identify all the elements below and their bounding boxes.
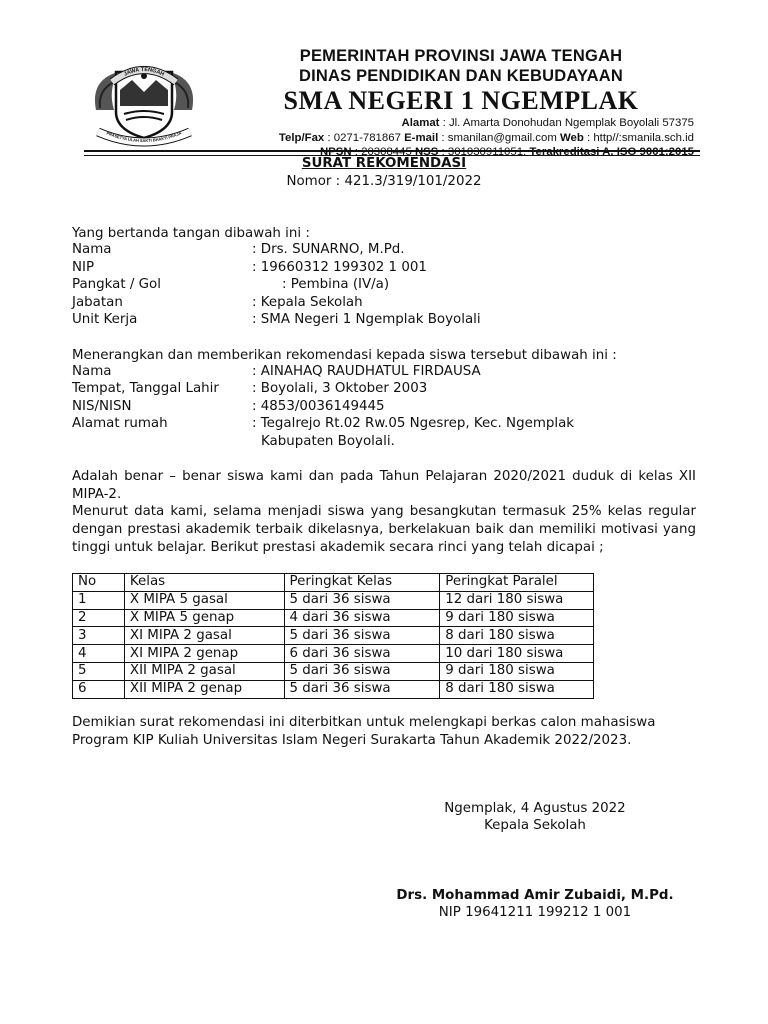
- signature-position: Kepala Sekolah: [484, 818, 586, 833]
- field-value: : Pembina (IV/a): [282, 277, 390, 292]
- letter-title: SURAT REKOMENDASI: [301, 156, 467, 171]
- letterhead-divider-thick: [84, 150, 700, 152]
- signer-field-unit: [72, 312, 696, 330]
- table-cell: 5: [73, 662, 125, 680]
- field-label: NIP: [72, 260, 95, 275]
- student-field-address: [72, 416, 696, 434]
- letterhead-text: [216, 46, 706, 160]
- field-value: : Boyolali, 3 Oktober 2003: [252, 381, 428, 396]
- table-cell: 4 dari 36 siswa: [284, 609, 440, 627]
- signer-field-rank: [72, 277, 696, 295]
- field-value: : 19660312 199302 1 001: [252, 260, 427, 275]
- field-label: Unit Kerja: [72, 312, 138, 327]
- email-value: : smanilan@gmail.com: [438, 131, 560, 144]
- student-address-continuation: [72, 434, 696, 452]
- table-cell: 8 dari 180 siswa: [440, 627, 594, 645]
- table-cell: 9 dari 180 siswa: [440, 609, 594, 627]
- field-label: Jabatan: [72, 295, 123, 310]
- table-cell: 12 dari 180 siswa: [440, 591, 594, 609]
- field-label: Pangkat / Gol: [72, 277, 161, 292]
- field-value: : AINAHAQ RAUDHATUL FIRDAUSA: [252, 364, 481, 379]
- signature-place-date: Ngemplak, 4 Agustus 2022: [444, 801, 626, 816]
- table-cell: XII MIPA 2 gasal: [124, 662, 284, 680]
- npsn-value: : 20308445: [351, 146, 415, 158]
- table-cell: 5 dari 36 siswa: [284, 591, 440, 609]
- field-value: : Kepala Sekolah: [252, 295, 363, 310]
- table-cell: XII MIPA 2 genap: [124, 680, 284, 698]
- accreditation: Terakreditasi A. ISO 9001:2015: [529, 146, 694, 158]
- email-label: E-mail: [404, 131, 439, 144]
- field-value: : SMA Negeri 1 Ngemplak Boyolali: [252, 312, 481, 327]
- field-label: Alamat rumah: [72, 416, 168, 431]
- logo-text-top: JAWA TENGAH: [122, 66, 165, 78]
- nss-value: : 301030911051.: [438, 146, 530, 158]
- jawa-tengah-emblem-icon: [88, 50, 200, 150]
- signer-field-name: [72, 242, 696, 260]
- field-value: : Tegalrejo Rt.02 Rw.05 Ngesrep, Kec. Ngemplak: [252, 416, 575, 431]
- letterhead-school-name: SMA NEGERI 1 NGEMPLAK: [283, 86, 639, 115]
- web-label: Web: [559, 131, 584, 144]
- field-label: Nama: [72, 242, 112, 257]
- nss-label: NSS: [414, 146, 439, 158]
- letterhead-address: [216, 116, 706, 131]
- table-row: [73, 662, 594, 680]
- table-row: [73, 680, 594, 698]
- field-label: Tempat, Tanggal Lahir: [72, 381, 219, 396]
- table-cell: 5 dari 36 siswa: [284, 627, 440, 645]
- letterhead: [84, 46, 700, 158]
- student-intro: Menerangkan dan memberikan rekomendasi kepada siswa tersebut dibawah ini :: [72, 348, 617, 363]
- table-header: Peringkat Kelas: [284, 574, 440, 592]
- field-value: : 4853/0036149445: [252, 399, 385, 414]
- web-value: : http//:smanila.sch.id: [583, 131, 694, 144]
- signature-name: Drs. Mohammad Amir Zubaidi, M.Pd.: [396, 888, 674, 903]
- field-value: : Drs. SUNARNO, M.Pd.: [252, 242, 405, 257]
- body-paragraph-1: Adalah benar – benar siswa kami dan pada Tahun Pelajaran 2020/2021 duduk di kelas XII MIPA-2.: [72, 469, 696, 502]
- field-value: Kabupaten Boyolali.: [261, 434, 395, 449]
- body-paragraph-2: Menurut data kami, selama menjadi siswa yang besangkutan termasuk 25% kelas regular dengan prestasi akademik terbaik dikelasnya, berkelakuan baik dan memiliki motivasi yang tinggi untuk belajar. Berikut prestasi akademik secara rinci yang telah dicapai ;: [72, 504, 696, 555]
- letterhead-government: PEMERINTAH PROVINSI JAWA TENGAH: [299, 47, 623, 65]
- logo-text-bottom: PRASETYA ULAH SAKTI BHAKTI PRAJA: [105, 130, 183, 144]
- letterhead-contact: [216, 131, 706, 146]
- table-cell: 6: [73, 680, 125, 698]
- field-label: Nama: [72, 364, 112, 379]
- table-cell: 1: [73, 591, 125, 609]
- telfax-label: Telp/Fax: [278, 131, 325, 144]
- student-field-birth: [72, 381, 696, 399]
- npsn-label: NPSN: [319, 146, 352, 158]
- student-field-nis: [72, 399, 696, 417]
- table-header: No: [73, 574, 125, 592]
- table-cell: 8 dari 180 siswa: [440, 680, 594, 698]
- table-cell: 3: [73, 627, 125, 645]
- table-row: [73, 591, 594, 609]
- signer-intro: Yang bertanda tangan dibawah ini :: [72, 226, 310, 241]
- table-cell: XI MIPA 2 gasal: [124, 627, 284, 645]
- table-header: Kelas: [124, 574, 284, 592]
- signature-nip: NIP 19641211 199212 1 001: [438, 905, 632, 920]
- table-row: [73, 645, 594, 663]
- table-row: [73, 627, 594, 645]
- table-cell: 5 dari 36 siswa: [284, 662, 440, 680]
- table-cell: 10 dari 180 siswa: [440, 645, 594, 663]
- letterhead-department: DINAS PENDIDIKAN DAN KEBUDAYAAN: [298, 67, 624, 85]
- table-cell: 5 dari 36 siswa: [284, 680, 440, 698]
- signer-field-nip: [72, 260, 696, 278]
- closing-paragraph: Demikian surat rekomendasi ini diterbitkan untuk melengkapi berkas calon mahasiswa Program KIP Kuliah Universitas Islam Negeri Surakarta Tahun Akademik 2022/2023.: [72, 715, 656, 748]
- table-header-row: [73, 574, 594, 592]
- address-value: : Jl. Amarta Donohudan Ngemplak Boyolali 57375: [439, 117, 694, 129]
- address-label: Alamat: [401, 117, 440, 129]
- letter-number: Nomor : 421.3/319/101/2022: [286, 174, 482, 189]
- table-cell: 2: [73, 609, 125, 627]
- table-cell: X MIPA 5 gasal: [124, 591, 284, 609]
- table-cell: XI MIPA 2 genap: [124, 645, 284, 663]
- signer-field-position: [72, 295, 696, 313]
- table-cell: 9 dari 180 siswa: [440, 662, 594, 680]
- table-header: Peringkat Paralel: [440, 574, 594, 592]
- field-label: NIS/NISN: [72, 399, 132, 414]
- table-cell: 6 dari 36 siswa: [284, 645, 440, 663]
- table-row: [73, 609, 594, 627]
- table-cell: X MIPA 5 genap: [124, 609, 284, 627]
- student-field-name: [72, 364, 696, 382]
- table-cell: 4: [73, 645, 125, 663]
- achievement-table: [72, 573, 594, 699]
- telfax-value: : 0271-781867: [324, 131, 405, 144]
